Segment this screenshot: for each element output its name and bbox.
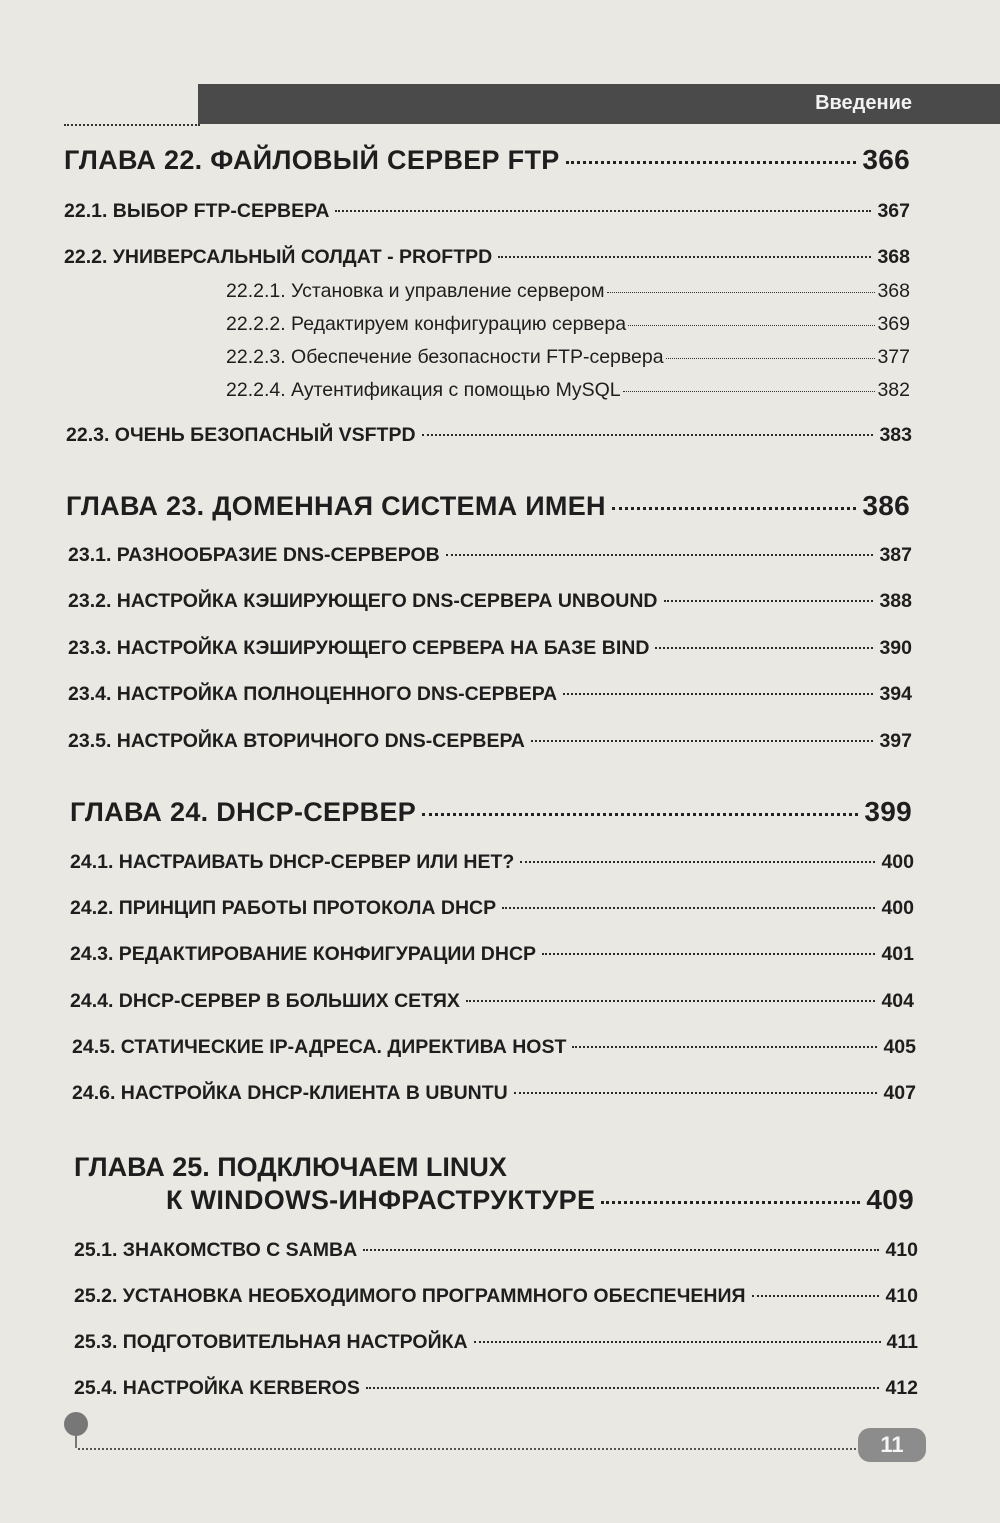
toc-section-title: 25.4. НАСТРОЙКА KERBEROS	[74, 1377, 360, 1399]
toc-chapter-title: ГЛАВА 23. ДОМЕННАЯ СИСТЕМА ИМЕН	[66, 491, 606, 521]
dot-leader	[566, 161, 857, 164]
toc-section-24-6[interactable]	[72, 1082, 916, 1105]
toc-page-number: 411	[886, 1331, 918, 1353]
toc-page-number: 377	[877, 346, 910, 368]
footer-dotted-rule	[78, 1448, 860, 1450]
toc-section-22-3[interactable]	[66, 424, 912, 447]
toc-section-title: 23.5. НАСТРОЙКА ВТОРИЧНОГО DNS-СЕРВЕРА	[68, 730, 525, 752]
dot-leader	[366, 1387, 880, 1389]
toc-section-title: 24.5. СТАТИЧЕСКИЕ IP-АДРЕСА. ДИРЕКТИВА HOST	[72, 1036, 567, 1058]
toc-section-title: 23.2. НАСТРОЙКА КЭШИРУЮЩЕГО DNS-СЕРВЕРА UNBOUND	[68, 590, 658, 612]
toc-page-number: 410	[885, 1285, 918, 1307]
dot-leader	[623, 391, 876, 392]
toc-page-number: 412	[885, 1377, 918, 1399]
toc-subsection-title: 22.2.3. Обеспечение безопасности FTP-сервера	[226, 346, 664, 368]
toc-section-25-2[interactable]	[74, 1285, 918, 1308]
dot-leader	[422, 813, 858, 816]
dot-leader	[363, 1249, 879, 1251]
toc-section-25-4[interactable]	[74, 1377, 918, 1400]
dot-leader	[520, 861, 875, 863]
toc-chapter-25[interactable]	[166, 1184, 914, 1216]
dot-leader	[474, 1341, 881, 1343]
header-title: Введение	[815, 92, 912, 114]
toc-page-number: 397	[879, 730, 912, 752]
dot-leader	[601, 1201, 860, 1204]
toc-page-number: 399	[864, 796, 912, 827]
toc-section-title: 23.3. НАСТРОЙКА КЭШИРУЮЩЕГО СЕРВЕРА НА БАЗЕ BIND	[68, 637, 650, 659]
toc-subsection-22-2-3[interactable]	[226, 346, 910, 369]
toc-page-number: 368	[877, 280, 910, 302]
toc-chapter-25-title-line1[interactable]: ГЛАВА 25. ПОДКЛЮЧАЕМ LINUX	[74, 1152, 507, 1182]
toc-page-number: 409	[866, 1184, 914, 1215]
toc-page-number: 410	[885, 1239, 918, 1261]
dot-leader	[422, 434, 874, 436]
toc-subsection-title: 22.2.1. Установка и управление сервером	[226, 280, 605, 302]
toc-subsection-22-2-2[interactable]	[226, 313, 910, 336]
dot-leader	[607, 292, 876, 293]
toc-page-number: 368	[877, 246, 910, 268]
toc-chapter-title: ГЛАВА 24. DHCP-СЕРВЕР	[70, 797, 417, 827]
toc-section-24-3[interactable]	[70, 943, 914, 966]
toc-page-number: 400	[881, 851, 914, 873]
toc-chapter-title: К WINDOWS-ИНФРАСТРУКТУРЕ	[166, 1185, 596, 1215]
toc-section-title: 24.3. РЕДАКТИРОВАНИЕ КОНФИГУРАЦИИ DHCP	[70, 943, 537, 965]
dot-leader	[502, 907, 875, 909]
dot-leader	[752, 1295, 880, 1297]
toc-section-title: 22.3. ОЧЕНЬ БЕЗОПАСНЫЙ VSFTPD	[66, 424, 416, 446]
toc-section-title: 22.1. ВЫБОР FTP-СЕРВЕРА	[64, 200, 330, 222]
toc-page-number: 382	[877, 379, 910, 401]
toc-section-23-2[interactable]	[68, 590, 912, 613]
toc-subsection-title: 22.2.4. Аутентификация с помощью MySQL	[226, 379, 621, 401]
toc-page-number: 366	[862, 144, 910, 175]
toc-subsection-title: 22.2.2. Редактируем конфигурацию сервера	[226, 313, 627, 335]
toc-section-title: 25.3. ПОДГОТОВИТЕЛЬНАЯ НАСТРОЙКА	[74, 1331, 468, 1353]
toc-chapter-title: ГЛАВА 22. ФАЙЛОВЫЙ СЕРВЕР FTP	[64, 145, 560, 175]
dot-leader	[514, 1092, 878, 1094]
toc-section-23-1[interactable]	[68, 544, 912, 567]
dot-leader	[335, 210, 871, 212]
toc-page-number: 405	[883, 1036, 916, 1058]
dot-leader	[628, 325, 875, 326]
toc-section-23-5[interactable]	[68, 730, 912, 753]
dot-leader	[572, 1046, 877, 1048]
dot-leader	[542, 953, 875, 955]
header-bar	[198, 84, 1000, 124]
toc-section-title: 24.4. DHCP-СЕРВЕР В БОЛЬШИХ СЕТЯХ	[70, 990, 460, 1012]
dot-leader	[466, 1000, 876, 1002]
toc-chapter-24[interactable]	[70, 796, 912, 828]
toc-section-24-5[interactable]	[72, 1036, 916, 1059]
dot-leader	[531, 740, 874, 742]
toc-page-number: 401	[881, 943, 914, 965]
toc-subsection-22-2-1[interactable]	[226, 280, 910, 303]
toc-chapter-22[interactable]	[64, 144, 910, 176]
toc-page-number: 388	[879, 590, 912, 612]
page-number-badge: 11	[858, 1428, 926, 1462]
dot-leader	[666, 358, 876, 359]
toc-subsection-22-2-4[interactable]	[226, 379, 910, 402]
toc-page-number: 394	[879, 683, 912, 705]
toc-page-number: 387	[879, 544, 912, 566]
toc-page-number: 407	[883, 1082, 916, 1104]
toc-section-title: 23.1. РАЗНООБРАЗИЕ DNS-СЕРВЕРОВ	[68, 544, 440, 566]
toc-page-number: 400	[881, 897, 914, 919]
toc-section-23-3[interactable]	[68, 637, 912, 660]
toc-section-title: 25.1. ЗНАКОМСТВО С SAMBA	[74, 1239, 358, 1261]
dot-leader	[563, 693, 873, 695]
toc-section-title: 24.6. НАСТРОЙКА DHCP-КЛИЕНТА В UBUNTU	[72, 1082, 508, 1104]
footer-ornament-stem	[75, 1432, 77, 1448]
toc-page-number: 367	[877, 200, 910, 222]
toc-page-number: 369	[877, 313, 910, 335]
toc-section-24-1[interactable]	[70, 851, 914, 874]
toc-page-number: 390	[879, 637, 912, 659]
toc-page-number: 383	[879, 424, 912, 446]
dot-leader	[612, 507, 857, 510]
toc-section-24-4[interactable]	[70, 990, 914, 1013]
toc-section-title: 24.1. НАСТРАИВАТЬ DHCP-СЕРВЕР ИЛИ НЕТ?	[70, 851, 515, 873]
dot-leader	[498, 256, 871, 258]
toc-section-23-4[interactable]	[68, 683, 912, 706]
dot-leader	[655, 647, 873, 649]
toc-section-title: 23.4. НАСТРОЙКА ПОЛНОЦЕННОГО DNS-СЕРВЕРА	[68, 683, 558, 705]
dot-leader	[664, 600, 874, 602]
toc-section-25-1[interactable]	[74, 1239, 918, 1262]
toc-section-title: 25.2. УСТАНОВКА НЕОБХОДИМОГО ПРОГРАММНОГО ОБЕСПЕЧЕНИЯ	[74, 1285, 746, 1307]
toc-section-title: 22.2. УНИВЕРСАЛЬНЫЙ СОЛДАТ - PROFTPD	[64, 246, 493, 268]
toc-section-25-3[interactable]	[74, 1331, 918, 1354]
toc-chapter-23[interactable]	[66, 490, 910, 522]
header-dotted-rule	[64, 124, 200, 126]
toc-section-22-1[interactable]	[64, 200, 910, 223]
dot-leader	[446, 554, 874, 556]
toc-page-number: 386	[862, 490, 910, 521]
toc-section-24-2[interactable]	[70, 897, 914, 920]
toc-page-number: 404	[881, 990, 914, 1012]
toc-section-22-2[interactable]	[64, 246, 910, 269]
toc-section-title: 24.2. ПРИНЦИП РАБОТЫ ПРОТОКОЛА DHCP	[70, 897, 497, 919]
